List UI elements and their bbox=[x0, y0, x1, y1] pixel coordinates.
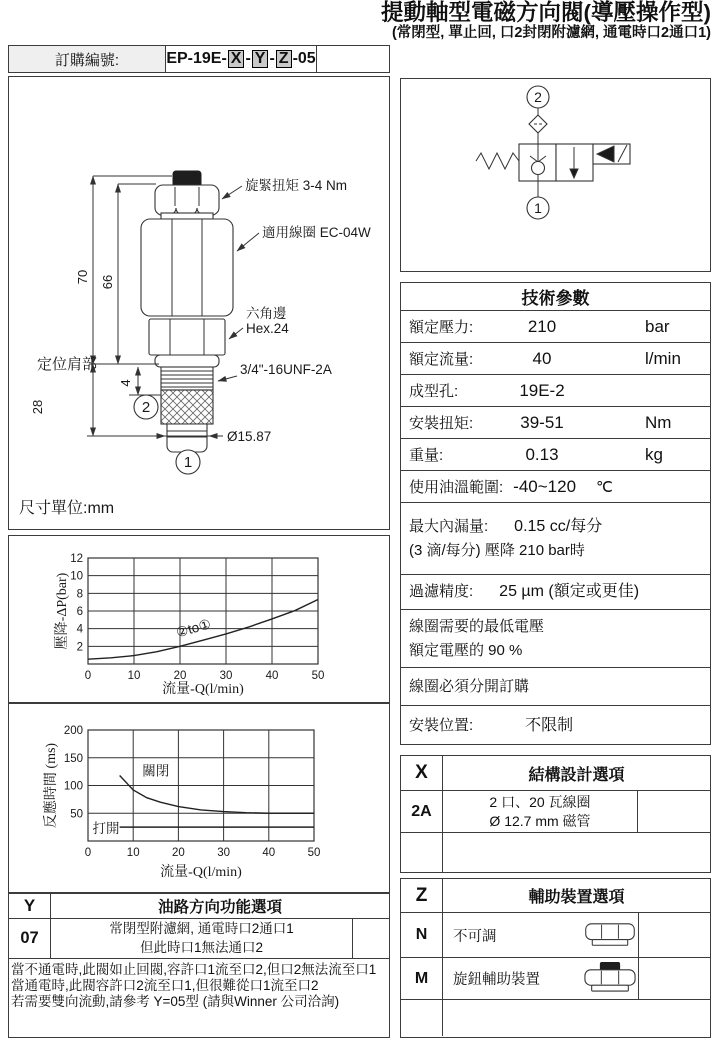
spring-symbol bbox=[476, 153, 519, 169]
coil-callout: 適用線圈 EC-04W bbox=[262, 225, 371, 240]
param-label: 最大內漏量: bbox=[409, 517, 489, 535]
x-tick-label: 10 bbox=[126, 847, 140, 859]
x-tick-label: 40 bbox=[262, 847, 276, 859]
param-label: 過濾精度: bbox=[409, 583, 474, 601]
hex-nut bbox=[149, 319, 225, 355]
x-tick-label: 30 bbox=[217, 847, 230, 859]
table-row bbox=[401, 471, 710, 503]
y-tick-label: 2 bbox=[76, 641, 83, 654]
hydraulic-symbol bbox=[401, 79, 709, 270]
order-dash2: - bbox=[269, 50, 275, 67]
filter-screen bbox=[161, 390, 213, 424]
symbol-port-1-number: 1 bbox=[534, 200, 542, 216]
jam-nut bbox=[155, 185, 219, 208]
table-row: 最大內漏量: 0.15 cc/每分 (3 滴/每分) 壓降 210 bar時 bbox=[401, 503, 710, 575]
order-code-z: Z bbox=[276, 50, 292, 69]
y-tick-label: 50 bbox=[70, 808, 83, 821]
x-option-desc: 2 口、20 瓦線圈 Ø 12.7 mm 磁管 bbox=[443, 791, 638, 832]
y-tick-label: 4 bbox=[76, 623, 83, 636]
param-label: 重量: bbox=[409, 447, 444, 464]
x-tick-label: 50 bbox=[307, 847, 321, 859]
table-row: 線圈需要的最低電壓 額定電壓的 90 % bbox=[401, 610, 710, 668]
param-unit: ℃ bbox=[596, 478, 613, 496]
table-row bbox=[401, 439, 710, 471]
x-tick-label: 10 bbox=[127, 670, 141, 682]
symbol-port-2-number: 2 bbox=[534, 89, 542, 105]
y-axis-label: 反應時間 (ms) bbox=[44, 742, 59, 829]
dim-4-label: 4 bbox=[118, 379, 133, 387]
table-row bbox=[401, 343, 710, 375]
note-line: 當通電時,此閥容許口2流至口1,但很難從口1流至口2 bbox=[11, 978, 319, 994]
param-unit: l/min bbox=[645, 348, 681, 368]
dim-66-label: 66 bbox=[100, 274, 115, 290]
x-tick-label: 0 bbox=[84, 847, 92, 859]
knob-nut-icon bbox=[583, 962, 637, 995]
table-row bbox=[401, 668, 710, 706]
param-value: 39-51 bbox=[520, 412, 564, 432]
order-number-label: 訂購編號: bbox=[9, 46, 166, 72]
param-label: 成型孔: bbox=[409, 383, 459, 400]
y-table-notes bbox=[9, 959, 389, 1014]
x-table-title: 結構設計選項 bbox=[528, 766, 625, 784]
z-code-header: Z bbox=[401, 879, 443, 912]
param-value: 40 bbox=[532, 348, 552, 368]
valve-drawing-box bbox=[8, 76, 390, 530]
param-label: 額定壓力: bbox=[409, 319, 474, 336]
callouts bbox=[218, 177, 371, 381]
filter-symbol bbox=[529, 115, 547, 133]
y-tick-label: 200 bbox=[63, 725, 83, 737]
x-code-header: X bbox=[401, 756, 443, 790]
series-curve bbox=[120, 776, 314, 814]
z-option-desc: 旋鈕輔助裝置 bbox=[453, 972, 540, 988]
hydraulic-symbol-box bbox=[400, 78, 711, 272]
z-option-desc: 不可調 bbox=[453, 928, 497, 945]
thread-callout: 3/4"-16UNF-2A bbox=[240, 362, 332, 377]
dimension-unit-note: 尺寸單位:mm bbox=[19, 500, 115, 517]
x-option-table bbox=[400, 755, 711, 873]
table-row bbox=[401, 958, 710, 1000]
series-label: 打開 bbox=[92, 821, 120, 837]
param-label: 安裝扭矩: bbox=[409, 415, 474, 432]
param-label: 使用油溫範圍: bbox=[409, 479, 504, 496]
order-number-code bbox=[166, 46, 317, 72]
empty-row bbox=[401, 833, 710, 872]
param-value: 0.13 bbox=[525, 444, 559, 464]
pressure-drop-chart bbox=[9, 536, 388, 701]
empty-row bbox=[401, 1000, 710, 1036]
x-axis-label: 流量-Q(l/min) bbox=[162, 682, 244, 697]
response-time-chart bbox=[9, 704, 388, 891]
z-option-code: M bbox=[401, 958, 443, 999]
page-subtitle: (常閉型, 單止回, 口2封閉附濾網, 通電時口2通口1) bbox=[391, 25, 711, 42]
table-row bbox=[401, 706, 710, 746]
param-value: 不限制 bbox=[525, 717, 574, 735]
order-code-x: X bbox=[228, 50, 245, 69]
param-value: 0.15 cc/每分 bbox=[514, 517, 603, 535]
table-row bbox=[9, 919, 389, 959]
y-code-header: Y bbox=[9, 894, 51, 918]
table-row bbox=[401, 407, 710, 439]
check-valve-ball bbox=[532, 162, 545, 175]
series-label: ②to① bbox=[174, 616, 213, 641]
tech-table-header: 技術參數 bbox=[401, 283, 710, 311]
param-label: 額定流量: bbox=[409, 351, 474, 368]
z-table-title: 輔助裝置選項 bbox=[528, 889, 625, 906]
y-table-header bbox=[9, 894, 389, 919]
x-tick-label: 0 bbox=[84, 670, 92, 682]
y-option-desc: 常閉型附濾網, 通電時口2通口1 但此時口1無法通口2 bbox=[51, 919, 353, 958]
response-time-chart-box bbox=[8, 703, 390, 893]
coil-body bbox=[141, 219, 233, 316]
plain-nut-icon bbox=[583, 921, 637, 949]
locating-shoulder bbox=[155, 355, 219, 367]
technical-parameters-table bbox=[400, 282, 711, 745]
table-row bbox=[401, 791, 710, 833]
y-option-table bbox=[8, 893, 390, 1038]
port-1-number: 1 bbox=[183, 454, 193, 471]
x-tick-label: 20 bbox=[172, 847, 185, 859]
dim-28-label: 28 bbox=[30, 399, 45, 415]
torque-callout: 旋緊扭矩 3-4 Nm bbox=[245, 178, 348, 193]
table-row bbox=[401, 913, 710, 958]
note-line: 若需要雙向流動,請參考 Y=05型 (請與Winner 公司洽詢) bbox=[11, 994, 340, 1010]
y-tick-label: 10 bbox=[70, 570, 83, 583]
order-dash1: - bbox=[245, 50, 251, 67]
title-block bbox=[381, 0, 711, 41]
order-suffix: -05 bbox=[292, 50, 316, 67]
y-tick-label: 100 bbox=[63, 780, 83, 793]
hex-callout-line2: Hex.24 bbox=[246, 321, 289, 336]
x-axis-label: 流量-Q(l/min) bbox=[160, 865, 242, 880]
x-tick-label: 20 bbox=[173, 670, 187, 682]
note-line: 當不通電時,此閥如止回閥,容許口1流至口2,但口2無法流至口1 bbox=[11, 962, 377, 977]
z-table-header bbox=[401, 879, 710, 913]
diameter-label: Ø15.87 bbox=[227, 429, 272, 444]
y-tick-label: 150 bbox=[63, 752, 83, 765]
param-unit: bar bbox=[645, 316, 670, 336]
table-row bbox=[401, 575, 710, 610]
hex-callout-line1: 六角邊 bbox=[246, 306, 287, 321]
x-tick-label: 40 bbox=[265, 670, 279, 682]
port-2-number: 2 bbox=[141, 399, 151, 416]
z-option-code: N bbox=[401, 913, 443, 957]
table-row bbox=[401, 311, 710, 343]
order-prefix: EP-19E- bbox=[166, 50, 227, 67]
param-label: 安裝位置: bbox=[409, 717, 474, 735]
series-label: 關閉 bbox=[142, 763, 170, 779]
param-value: 210 bbox=[527, 316, 557, 336]
y-tick-label: 12 bbox=[70, 553, 83, 565]
y-table-title: 油路方向功能選項 bbox=[157, 899, 282, 916]
table-row bbox=[401, 375, 710, 407]
order-code-y: Y bbox=[252, 50, 269, 69]
x-tick-label: 30 bbox=[219, 670, 233, 682]
y-tick-label: 6 bbox=[76, 606, 83, 618]
page-title: 提動軸型電磁方向閥(導壓操作型) bbox=[381, 0, 711, 25]
order-empty-cell bbox=[317, 46, 389, 72]
y-axis-label: 壓降-ΔP(bar) bbox=[55, 572, 70, 650]
param-unit: Nm bbox=[645, 412, 672, 432]
z-option-table bbox=[400, 878, 711, 1038]
param-unit: kg bbox=[645, 444, 663, 464]
shoulder-label: 定位肩部 bbox=[37, 356, 98, 373]
valve-nose bbox=[167, 424, 207, 452]
coil-collar bbox=[161, 213, 213, 219]
valve-drawing bbox=[9, 77, 388, 528]
param-value: 25 µm (額定或更佳) bbox=[499, 583, 640, 601]
param-value: 19E-2 bbox=[519, 380, 565, 400]
x-tick-label: 50 bbox=[311, 670, 325, 682]
y-option-code: 07 bbox=[9, 919, 51, 958]
order-number-row bbox=[8, 45, 390, 73]
pressure-drop-chart-box bbox=[8, 535, 390, 703]
param-label: 線圈必須分開訂購 bbox=[409, 677, 530, 695]
dim-70-label: 70 bbox=[75, 269, 90, 285]
y-tick-label: 8 bbox=[76, 588, 83, 601]
x-option-code: 2A bbox=[401, 791, 443, 832]
param-value: -40~120 bbox=[513, 476, 577, 496]
x-table-header bbox=[401, 756, 710, 791]
param-label: 線圈需要的最低電壓 bbox=[409, 617, 545, 635]
